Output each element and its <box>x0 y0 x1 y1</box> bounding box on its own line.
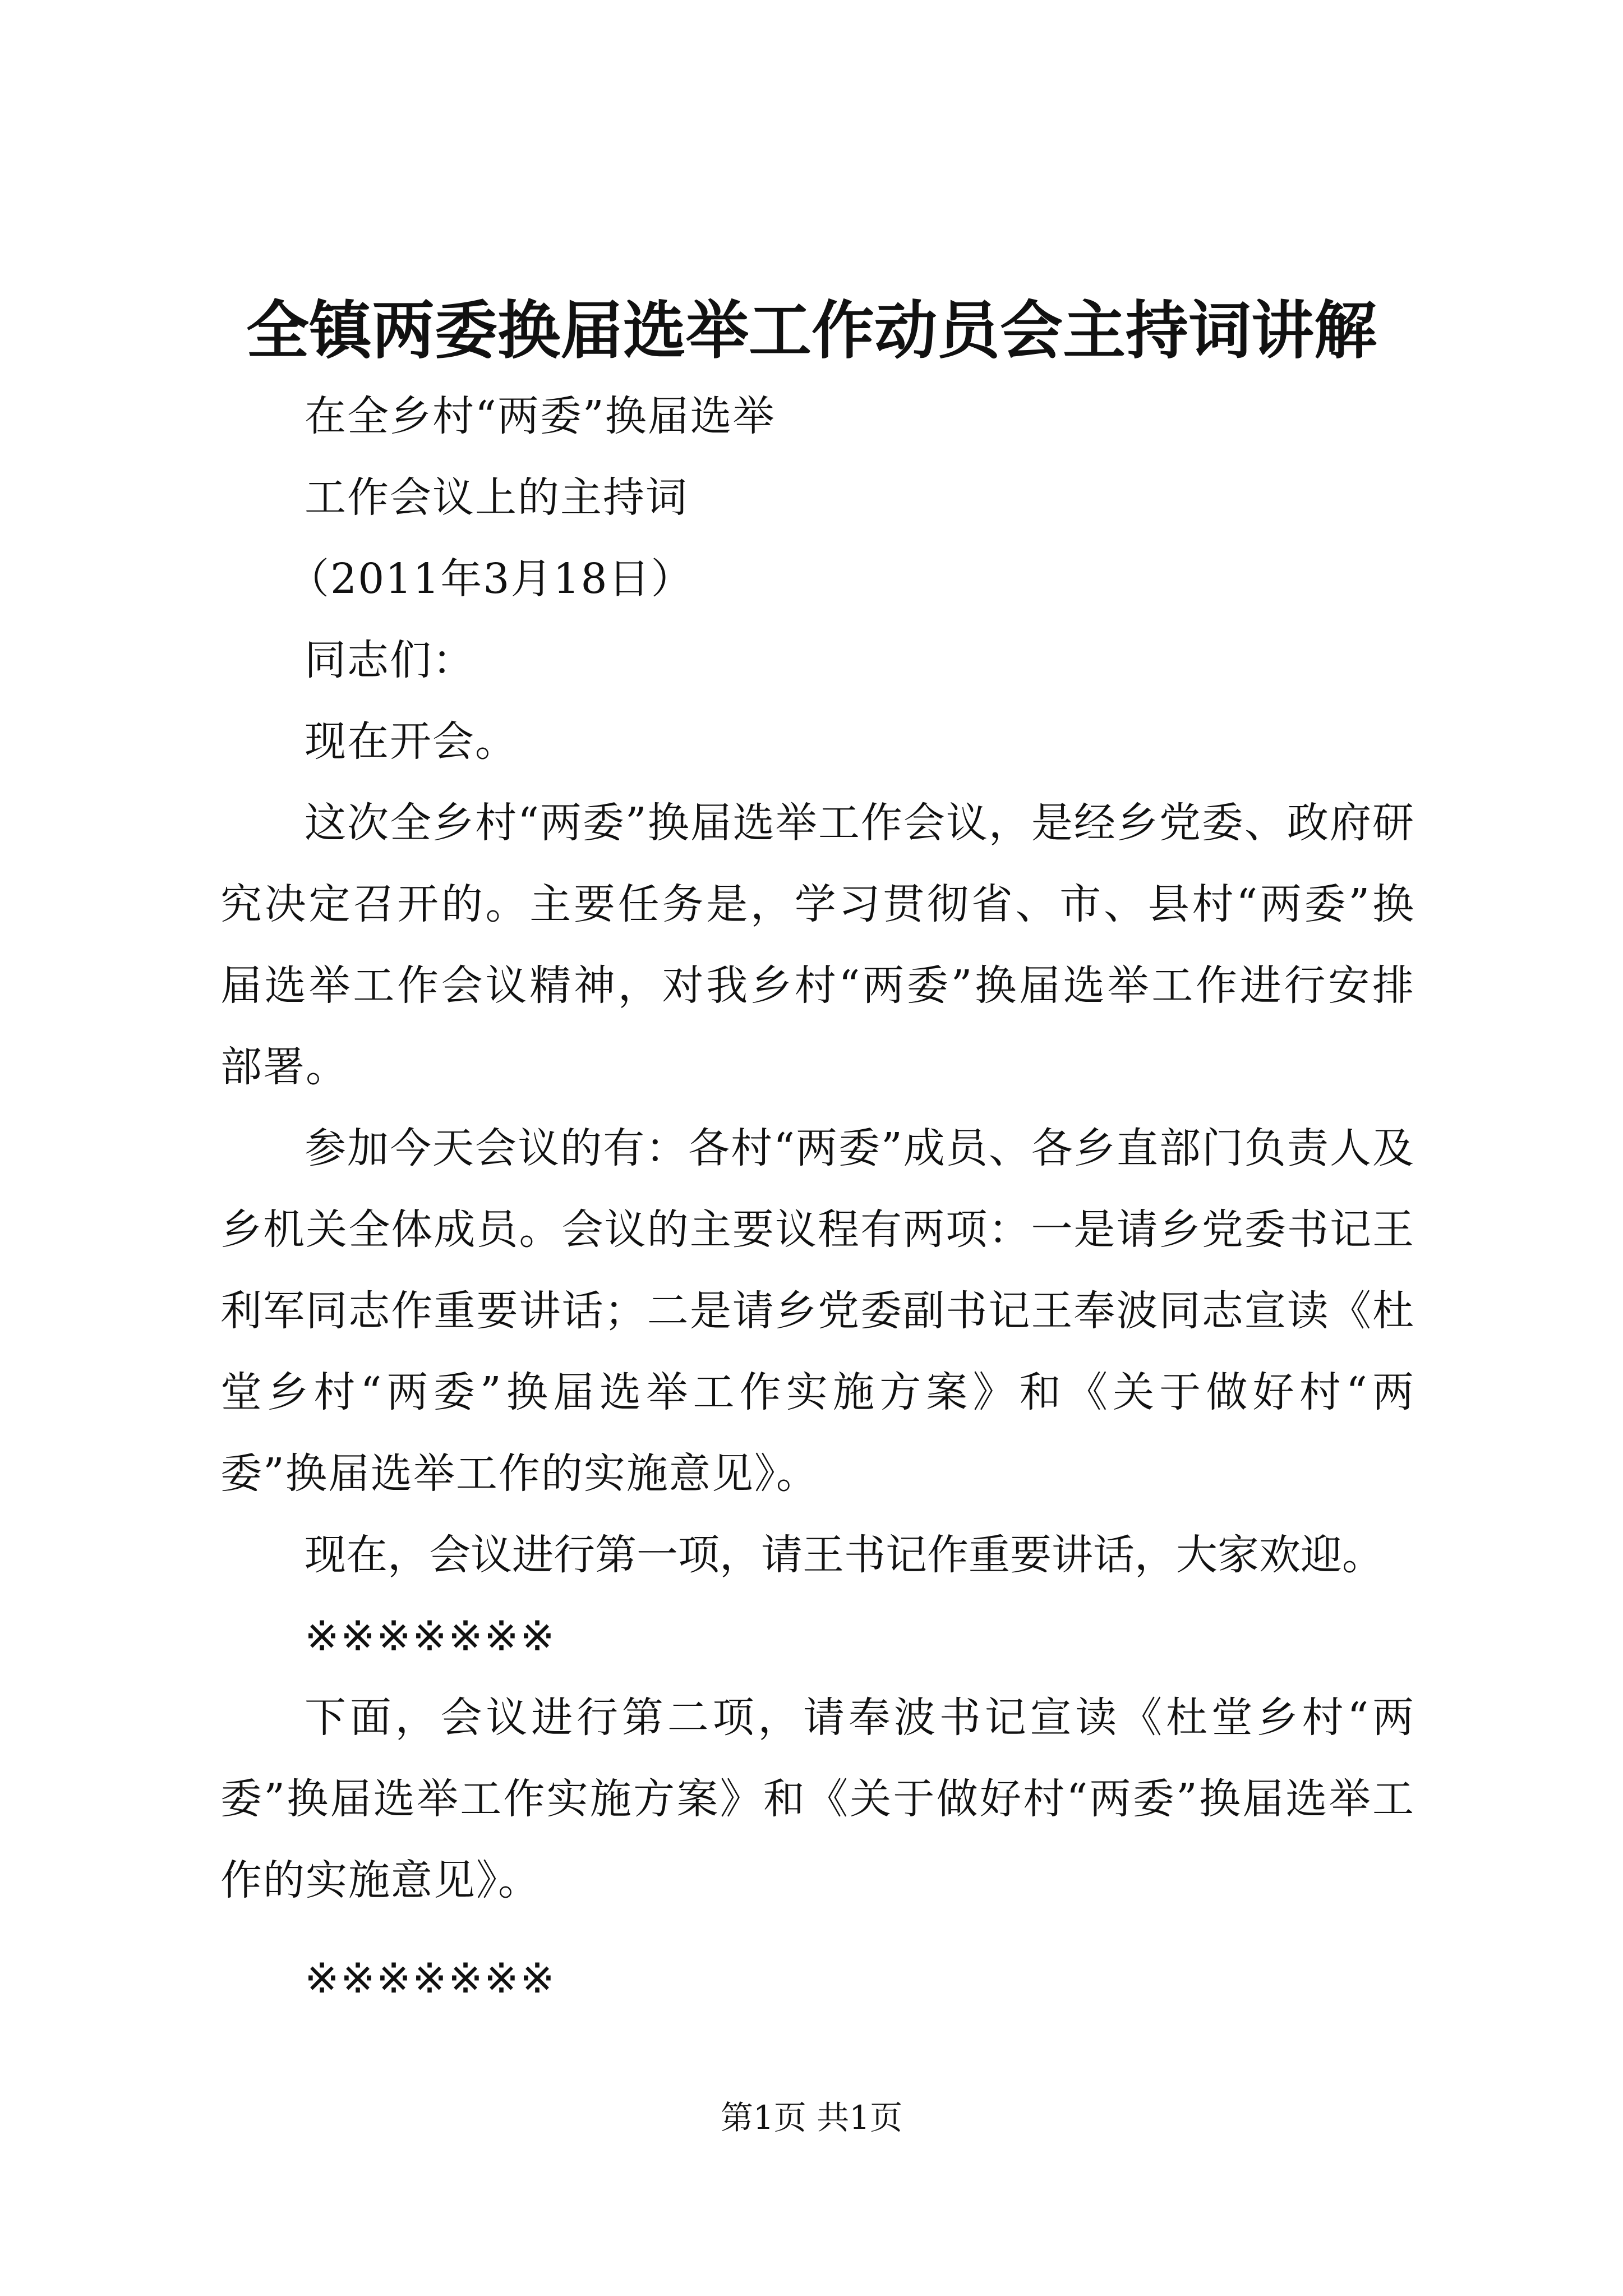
opening-line: 现在开会。 <box>305 717 518 766</box>
salutation: 同志们： <box>305 636 475 684</box>
heading-line-1: 在全乡村“两委”换届选举 <box>305 392 776 440</box>
date-line: （2011年3月18日） <box>288 555 694 603</box>
document-body <box>220 376 1415 2019</box>
paragraph-purpose: 这次全乡村“两委”换届选举工作会议，是经乡党委、政府研究决定召开的。主要任务是，学习贯彻省、市、县村“两委”换届选举工作会议精神，对我乡村“两委”换届选举工作进行安排部署。 <box>220 799 1415 1091</box>
separator-2: ※※※※※※※ <box>305 1954 556 2003</box>
paragraph-attendees: 参加今天会议的有：各村“两委”成员、各乡直部门负责人及乡机关全体成员。会议的主要议程有两项：一是请乡党委书记王利军同志作重要讲话；二是请乡党委副书记王奉波同志宣读《杜堂乡村“两委”换届选举工作实施方案》和《关于做好村“两委”换届选举工作的实施意见》。 <box>220 1124 1415 1498</box>
paragraph-item-two: 下面，会议进行第二项，请奉波书记宣读《杜堂乡村“两委”换届选举工作实施方案》和《关于做好村“两委”换届选举工作的实施意见》。 <box>220 1694 1415 1904</box>
document-title: 全镇两委换届选举工作动员会主持词讲解 <box>246 294 1377 367</box>
heading-line-2: 工作会议上的主持词 <box>305 473 688 522</box>
separator-1: ※※※※※※※ <box>305 1612 556 1660</box>
page-footer: 第1页 共1页 <box>720 2099 903 2137</box>
paragraph-item-one: 现在，会议进行第一项，请王书记作重要讲话，大家欢迎。 <box>305 1531 1384 1579</box>
